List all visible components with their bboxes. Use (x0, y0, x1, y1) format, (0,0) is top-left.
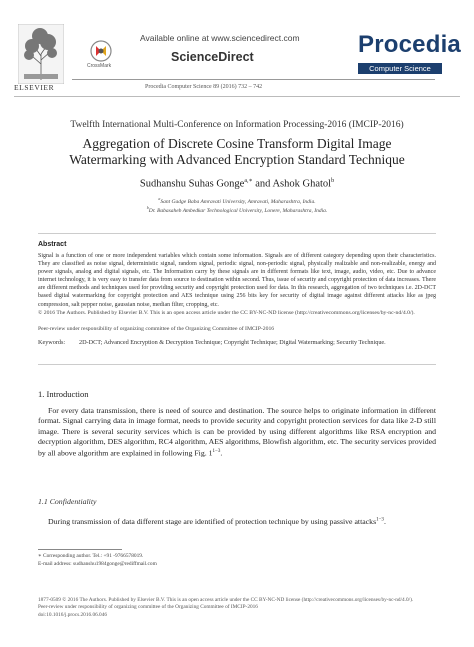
header-divider (72, 79, 435, 80)
abstract-text: Signal is a function of one or more independent variables which contain some information. Signals are of different category depending upon their characteristics. They are classified as noise signal, deterministic signal, random signal, periodic signal, non-periodic signal, physically realizable and non-realizable, energy and power signals, analog and digital signals, etc. The Information carry by these signals are in different formats like text, image, audio, video, etc. Due to advance internet technology, it is very easy to transfer data from source to destination within second. Thus, issue of security and copyright protection of data increases. There are different methods and techniques used for providing security and copyright protection used for data. In this research, aggregation of two techniques i.e. 2D-DCT based digital watermarking for copyright protection and AES technique using 256 bits key for security of digital image against different attacks like as jpeg compression, salt pepper noise, gaussian noise, median filter, cropping, etc. (38, 253, 436, 308)
abstract-top-rule (38, 233, 436, 234)
abstract-copyright: © 2016 The Authors. Published by Elsevier B.V. This is an open access article under the CC BY-NC-ND license (http://creativecommons.org/licenses/by-nc-nd/4.0/). (38, 310, 415, 316)
bottom-peer-review: Peer-review under responsibility of organizing committee of the Organizing Committee of IMCIP-2016 (38, 604, 258, 611)
corresponding-author: ∗ Corresponding author. Tel.: +91 -9766578019. (38, 553, 144, 559)
journal-citation: Procedia Computer Science 89 (2016) 732 – 742 (145, 84, 263, 90)
procedia-logo-text: Procedia (358, 31, 461, 58)
sub-citation[interactable]: 1−3 (376, 517, 384, 523)
author-2-affil-marker: b (331, 178, 335, 184)
affil-b-text: Dr. Babasaheb Ambedkar Technological University, Lonere, Maharashtra, India. (148, 207, 328, 214)
abstract-bottom-rule (38, 364, 436, 365)
introduction-paragraph (38, 406, 436, 459)
author-email[interactable]: E-mail address: sudhanshu1984gonge@rediffmail.com (38, 561, 157, 567)
subsection-heading: 1.1 Confidentiality (38, 497, 97, 506)
intro-citation[interactable]: 1−3 (212, 449, 221, 455)
author-1: Sudhanshu Suhas Gonge (139, 178, 245, 190)
subsection-paragraph (48, 517, 436, 526)
available-online-link[interactable]: Available online at www.sciencedirect.com (140, 33, 300, 43)
sub-text: During transmission of data different stage are identified of protection technique by using passive attacks (48, 517, 377, 526)
top-divider (14, 96, 460, 97)
sciencedirect-title: ScienceDirect (171, 50, 254, 64)
author-1-affil-marker: a,∗ (244, 178, 253, 184)
author-2: Ashok Ghatol (272, 178, 332, 190)
footnote-rule (38, 549, 122, 550)
keywords-text: 2D-DCT; Advanced Encryption & Decryption Technique; Copyright Technique; Digital Watermarking; Security Technique. (79, 339, 386, 346)
sub-end: . (383, 517, 386, 526)
title-line-2: Watermarking with Advanced Encryption Standard Technique (69, 152, 405, 167)
author-separator: and (252, 178, 273, 190)
abstract-heading: Abstract (38, 241, 67, 248)
bottom-publication-info (38, 597, 438, 619)
intro-end: . (220, 448, 223, 458)
affil-a-text: Sant Gadge Baba Amravati University, Amravati, Maharashtra, India. (160, 198, 316, 205)
keywords-label: Keywords: (38, 339, 66, 346)
publisher-name: ELSEVIER (14, 83, 55, 92)
introduction-heading: 1. Introduction (38, 389, 89, 399)
elsevier-tree-logo (18, 24, 64, 84)
paper-title (40, 136, 434, 168)
doi-link[interactable]: doi:10.1016/j.procs.2016.06.046 (38, 611, 108, 618)
affiliation-a (0, 196, 474, 205)
title-line-1: Aggregation of Discrete Cosine Transform Digital Image (82, 136, 392, 151)
author-list (0, 177, 474, 190)
crossmark-label: CrossMark (87, 63, 112, 69)
abstract-peer-review: Peer-review under responsibility of organizing committee of the Organizing Committee of IMCIP-2016 (38, 326, 275, 332)
crossmark-icon[interactable] (90, 40, 112, 62)
affil-b-marker: b (146, 205, 149, 210)
procedia-subtitle: Computer Science (358, 63, 442, 74)
conference-name: Twelfth International Multi-Conference on Information Processing-2016 (IMCIP-2016) (70, 120, 404, 130)
affil-a-marker: a (158, 196, 161, 201)
affiliation-b (0, 205, 474, 214)
intro-text: For every data transmission, there is need of source and destination. The source helps to originate information in different format. Signal carrying data in image format, needs to provide security and copyright protection services for data like 2-D still image. There is several security services which is can be provided by using different algorithms like RSA encryption and decryption algorithm, DES algorithm, RC4 algorithm, AES algorithms, Blowfish algorithm, etc. The security services provided by all above algorithm are explained in following Fig. 1 (38, 406, 436, 458)
issn-copyright: 1877-0509 © 2016 The Authors. Published by Elsevier B.V. This is an open access article under the CC BY-NC-ND license (http://creativecommons.org/licenses/by-nc-nd/4.0/). (38, 597, 414, 603)
